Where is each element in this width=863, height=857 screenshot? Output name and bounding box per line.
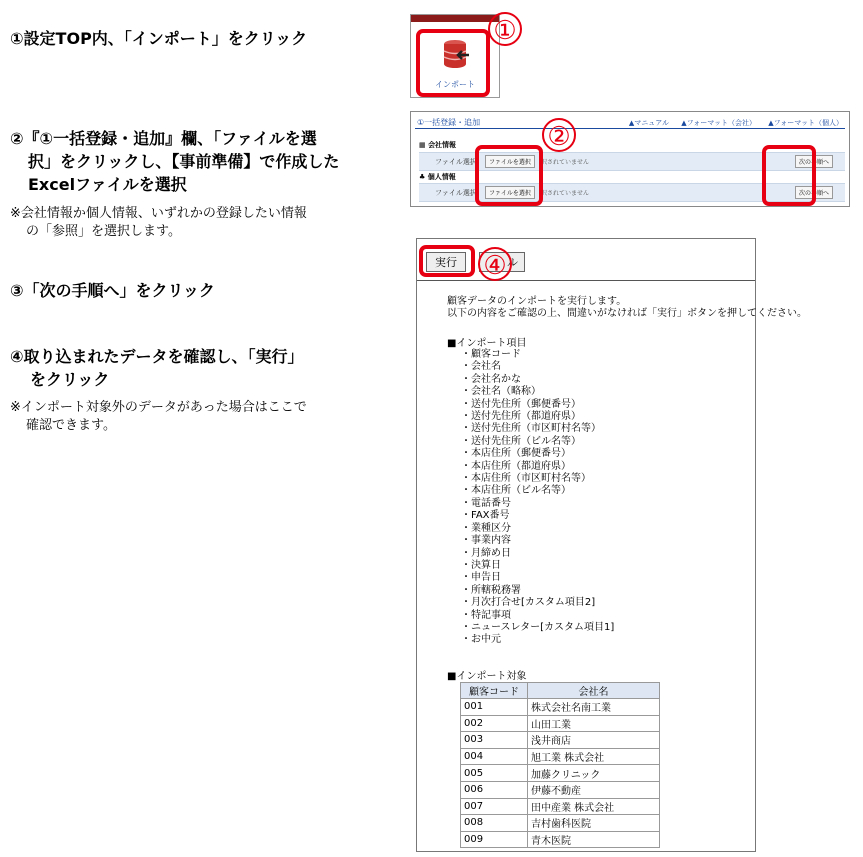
message-line2: 以下の内容をご確認の上、間違いがなければ「実行」ボタンを押してください。 — [447, 308, 807, 319]
import-item: ・FAX番号 — [461, 510, 510, 522]
highlight-choose-file — [475, 145, 543, 206]
person-format-link[interactable]: ▲フォーマット（個人） — [768, 119, 843, 127]
cell-company: 旭工業 株式会社 — [528, 748, 660, 765]
cell-company: 株式会社名南工業 — [528, 699, 660, 716]
cell-code: 009 — [461, 831, 528, 848]
import-item: ・特記事項 — [461, 609, 511, 621]
table-row — [461, 715, 660, 732]
step2-note-line2: の「参照」を選択します。 — [26, 224, 181, 239]
import-item: ・本店住所（市区町村名等） — [461, 473, 591, 485]
cell-code: 007 — [461, 798, 528, 815]
import-item: ・送付先住所（都道府県） — [461, 411, 581, 423]
import-item: ・会社名かな — [461, 373, 521, 385]
import-item: ・顧客コード — [461, 349, 521, 360]
step3-text: ③「次の手順へ」をクリック — [10, 281, 215, 300]
import-item: ・決算日 — [461, 559, 501, 571]
company-choose-file-button[interactable]: ファイルを選択 — [485, 155, 535, 168]
import-item: ・送付先住所（市区町村名等） — [461, 423, 601, 435]
step4-text-line2: をクリック — [30, 370, 110, 389]
import-item: ・ニュースレター[カスタム項目1] — [461, 621, 615, 633]
items-heading: ■インポート項目 — [447, 338, 527, 349]
import-confirm-screenshot — [416, 238, 807, 852]
import-item: ・本店住所（都道府県） — [461, 460, 571, 472]
manual-link[interactable]: ▲マニュアル — [628, 119, 669, 127]
column-header-code: 顧客コード — [461, 683, 528, 699]
highlight-execute — [419, 245, 475, 277]
highlight-next-step — [762, 145, 816, 206]
import-item: ・送付先住所（郵便番号） — [461, 398, 581, 410]
import-item: ・電話番号 — [461, 497, 511, 509]
company-info-heading: ▦ 会社情報 — [419, 141, 457, 149]
import-item: ・会社名（略称） — [461, 386, 541, 398]
person-choose-file-button[interactable]: ファイルを選択 — [485, 186, 535, 199]
import-label: インポート — [435, 80, 475, 89]
step4-note-line2: 確認できます。 — [26, 418, 116, 433]
table-row — [461, 798, 660, 815]
message-line1: 顧客データのインポートを実行します。 — [447, 296, 627, 307]
cell-code: 001 — [461, 699, 528, 716]
cell-code: 002 — [461, 715, 528, 732]
table-row — [461, 781, 660, 798]
step2-text-line2: 択」をクリックし、【事前準備】で作成した — [28, 152, 340, 171]
step2-text-line3: Excelファイルを選択 — [28, 175, 187, 194]
cell-code: 005 — [461, 765, 528, 782]
step1-text: ①設定TOP内、「インポート」をクリック — [10, 29, 308, 48]
table-row — [461, 732, 660, 749]
marker-1: ① — [488, 12, 522, 46]
company-no-file-text: 択されていません — [541, 159, 590, 166]
import-item: ・本店住所（郵便番号） — [461, 448, 571, 460]
person-next-step-button[interactable]: 次の手順へ — [795, 186, 833, 199]
marker-2: ② — [542, 118, 576, 152]
company-next-step-button[interactable]: 次の手順へ — [795, 155, 833, 168]
import-item: ・本店住所（ビル名等） — [461, 485, 571, 497]
cell-code: 008 — [461, 815, 528, 832]
import-target-table — [460, 682, 660, 848]
cell-code: 004 — [461, 748, 528, 765]
import-item: ・申告日 — [461, 572, 501, 584]
marker-4: ④ — [478, 247, 512, 281]
table-row — [461, 748, 660, 765]
table-row — [461, 699, 660, 716]
table-row — [461, 765, 660, 782]
import-item: ・お中元 — [461, 634, 501, 646]
step2-text-line1: ②『①一括登録・追加』欄、「ファイルを選 — [10, 129, 317, 148]
highlight-import — [416, 29, 490, 97]
import-item: ・月次打合せ[カスタム項目2] — [461, 597, 596, 609]
import-item: ・会社名 — [461, 361, 501, 373]
cell-company: 田中産業 株式会社 — [528, 798, 660, 815]
file-label: ファイル選択 — [435, 158, 477, 166]
person-info-heading: ♣ 個人情報 — [419, 173, 456, 181]
cell-company: 加藤クリニック — [528, 765, 660, 782]
cell-company: 山田工業 — [528, 715, 660, 732]
import-item: ・月締め日 — [461, 547, 511, 559]
top-links — [619, 118, 843, 128]
step4-note-line1: ※インポート対象外のデータがあった場合はここで — [10, 400, 307, 415]
cell-company: 青木医院 — [528, 831, 660, 848]
step4-text-line1: ④取り込まれたデータを確認し、「実行」 — [10, 347, 304, 366]
import-item: ・送付先住所（ビル名等） — [461, 435, 581, 447]
target-heading: ■インポート対象 — [447, 671, 527, 682]
import-items-list — [461, 349, 614, 647]
company-format-link[interactable]: ▲フォーマット（会社） — [681, 119, 756, 127]
column-header-company: 会社名 — [528, 683, 660, 699]
import-item: ・所轄税務署 — [461, 584, 521, 596]
divider — [415, 128, 845, 129]
import-item: ・業種区分 — [461, 522, 511, 534]
header-bar — [411, 15, 499, 22]
cell-code: 003 — [461, 732, 528, 749]
execute-button[interactable]: 実行 — [426, 252, 466, 272]
cell-company: 浅井商店 — [528, 732, 660, 749]
cancel-button[interactable]: ル — [479, 252, 525, 272]
cell-code: 006 — [461, 781, 528, 798]
person-no-file-text: 択されていません — [541, 190, 590, 197]
section-title: ①一括登録・追加 — [417, 118, 481, 127]
cell-company: 伊藤不動産 — [528, 781, 660, 798]
table-row — [461, 831, 660, 848]
step2-note-line1: ※会社情報か個人情報、いずれかの登録したい情報 — [10, 206, 307, 221]
file-label: ファイル選択 — [435, 189, 477, 197]
import-item: ・事業内容 — [461, 535, 511, 547]
cell-company: 吉村歯科医院 — [528, 815, 660, 832]
table-row — [461, 815, 660, 832]
